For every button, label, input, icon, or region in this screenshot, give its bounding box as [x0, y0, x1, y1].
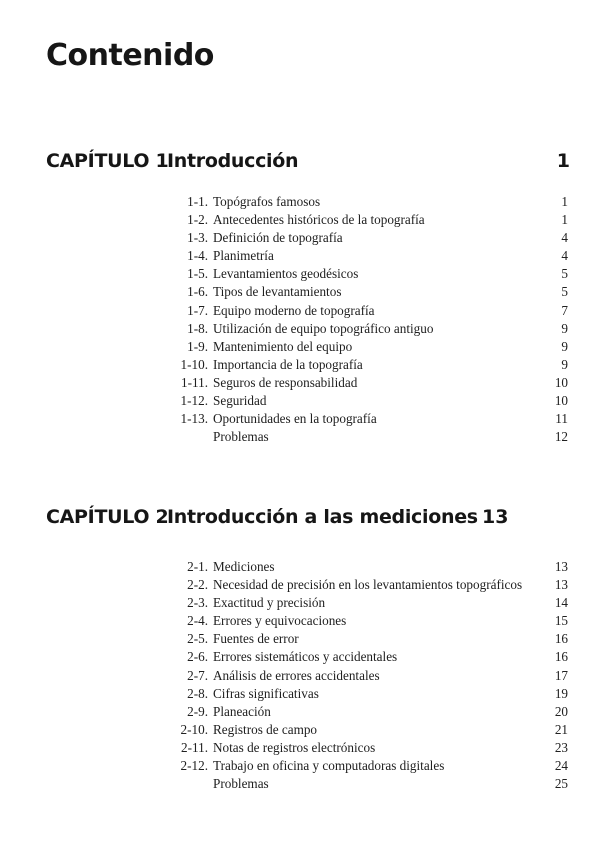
toc-entry[interactable]: [160, 703, 568, 721]
section-title: Utilización de equipo topográfico antiguo: [213, 320, 434, 336]
toc-entry[interactable]: [160, 320, 568, 338]
toc-entry[interactable]: [160, 685, 568, 703]
section-number: 1-9.: [187, 338, 208, 354]
toc-entry[interactable]: [160, 428, 568, 446]
section-page-number: 7: [561, 302, 568, 318]
section-page-number: 13: [554, 577, 568, 593]
section-title: Trabajo en oficina y computadoras digitales: [213, 758, 445, 774]
section-title: Errores y equivocaciones: [213, 613, 347, 629]
section-title: Registros de campo: [213, 721, 318, 737]
section-number: 1-3.: [187, 230, 208, 246]
section-number: 1-10.: [180, 356, 208, 372]
toc-entry[interactable]: [160, 558, 568, 576]
section-title: Fuentes de error: [213, 631, 299, 647]
section-page-number: 4: [561, 230, 568, 246]
section-number: 1-7.: [187, 302, 208, 318]
chapter-page-number: 1: [556, 150, 570, 172]
section-title: Errores sistemáticos y accidentales: [213, 649, 398, 665]
section-number: 2-10.: [180, 721, 208, 737]
section-title: Oportunidades en la topografía: [213, 411, 377, 427]
section-page-number: 10: [554, 393, 568, 409]
toc-entry[interactable]: [160, 775, 568, 793]
section-page-number: 10: [554, 374, 568, 390]
section-title: Importancia de la topografía: [213, 356, 363, 372]
section-number: 2-3.: [187, 595, 208, 611]
section-title: Planimetría: [213, 248, 274, 264]
section-number: 2-8.: [187, 685, 208, 701]
section-number: 1-6.: [187, 284, 208, 300]
section-number: 1-4.: [187, 248, 208, 264]
section-page-number: 25: [554, 776, 568, 792]
chapter-title: Introducción a las mediciones: [167, 506, 478, 528]
section-page-number: 19: [554, 685, 568, 701]
toc-entry[interactable]: [160, 247, 568, 265]
section-number: 2-5.: [187, 631, 208, 647]
section-title: Seguros de responsabilidad: [213, 374, 358, 390]
section-title: Topógrafos famosos: [213, 194, 321, 209]
section-number: 1-5.: [187, 266, 208, 282]
toc-entry[interactable]: [160, 576, 568, 594]
section-number: 1-8.: [187, 320, 208, 336]
section-page-number: 5: [561, 284, 568, 300]
section-title: Seguridad: [213, 393, 267, 409]
section-page-number: 16: [554, 631, 568, 647]
section-page-number: 9: [561, 338, 568, 354]
chapter-1-section-list: [160, 193, 568, 446]
section-title: Mantenimiento del equipo: [213, 338, 353, 354]
section-number: 2-6.: [187, 649, 208, 665]
section-title: Notas de registros electrónicos: [213, 739, 376, 755]
toc-entry[interactable]: [160, 721, 568, 739]
toc-entry[interactable]: [160, 612, 568, 630]
toc-entry[interactable]: [160, 302, 568, 320]
chapter-label: CAPÍTULO 1: [46, 150, 169, 172]
chapter-title: Introducción: [167, 150, 299, 172]
toc-entry[interactable]: [160, 739, 568, 757]
section-page-number: 14: [554, 595, 568, 611]
section-page-number: 16: [554, 649, 568, 665]
section-page-number: 1: [561, 194, 568, 209]
section-number: 2-1.: [187, 559, 208, 574]
section-page-number: 20: [554, 703, 568, 719]
toc-entry[interactable]: [160, 630, 568, 648]
section-page-number: 15: [554, 613, 568, 629]
chapter-2-section-list: [160, 558, 568, 793]
section-number: 1-12.: [180, 393, 208, 409]
section-number: 1-11.: [181, 374, 208, 390]
section-title: Planeación: [213, 703, 271, 719]
section-page-number: 21: [554, 721, 568, 737]
section-number: 2-12.: [180, 758, 208, 774]
section-title: Mediciones: [213, 559, 275, 574]
section-page-number: 1: [561, 212, 568, 228]
section-title: Necesidad de precisión en los levantamientos topográficos: [213, 577, 523, 593]
section-page-number: 5: [561, 266, 568, 282]
section-page-number: 17: [554, 667, 568, 683]
chapter-label: CAPÍTULO 2: [46, 506, 169, 528]
section-number: 1-2.: [187, 212, 208, 228]
toc-entry[interactable]: [160, 410, 568, 428]
section-page-number: 11: [555, 411, 568, 427]
section-title: Problemas: [213, 429, 269, 445]
section-title: Tipos de levantamientos: [213, 284, 342, 300]
section-number: 1-13.: [180, 411, 208, 427]
toc-entry[interactable]: [160, 594, 568, 612]
section-page-number: 12: [554, 429, 568, 445]
section-page-number: 23: [554, 739, 568, 755]
section-title: Problemas: [213, 776, 269, 792]
section-page-number: 9: [561, 320, 568, 336]
section-number: 2-11.: [181, 739, 208, 755]
section-number: 2-2.: [187, 577, 208, 593]
section-number: 2-4.: [187, 613, 208, 629]
section-title: Análisis de errores accidentales: [213, 667, 380, 683]
section-page-number: 9: [561, 356, 568, 372]
toc-entry[interactable]: [160, 193, 568, 211]
toc-entry[interactable]: [160, 667, 568, 685]
section-page-number: 13: [554, 559, 568, 574]
chapter-1-heading[interactable]: [46, 150, 576, 176]
section-page-number: 4: [561, 248, 568, 264]
toc-entry[interactable]: [160, 283, 568, 301]
page-title: Contenido: [46, 38, 214, 73]
toc-entry[interactable]: [160, 229, 568, 247]
toc-entry[interactable]: [160, 392, 568, 410]
section-title: Equipo moderno de topografía: [213, 302, 375, 318]
section-title: Cifras significativas: [213, 685, 319, 701]
section-number: 2-7.: [187, 667, 208, 683]
section-page-number: 24: [554, 758, 568, 774]
section-number: 2-9.: [187, 703, 208, 719]
toc-entry[interactable]: [160, 757, 568, 775]
toc-entry[interactable]: [160, 265, 568, 283]
toc-entry[interactable]: [160, 211, 568, 229]
toc-entry[interactable]: [160, 338, 568, 356]
section-title: Exactitud y precisión: [213, 595, 326, 611]
toc-entry[interactable]: [160, 356, 568, 374]
section-number: 1-1.: [187, 194, 208, 209]
toc-entry[interactable]: [160, 648, 568, 666]
toc-entry[interactable]: [160, 374, 568, 392]
section-title: Levantamientos geodésicos: [213, 266, 359, 282]
section-title: Antecedentes históricos de la topografía: [213, 212, 425, 228]
section-title: Definición de topografía: [213, 230, 343, 246]
chapter-page-number: 13: [482, 506, 509, 528]
chapter-2-heading[interactable]: [46, 506, 576, 532]
